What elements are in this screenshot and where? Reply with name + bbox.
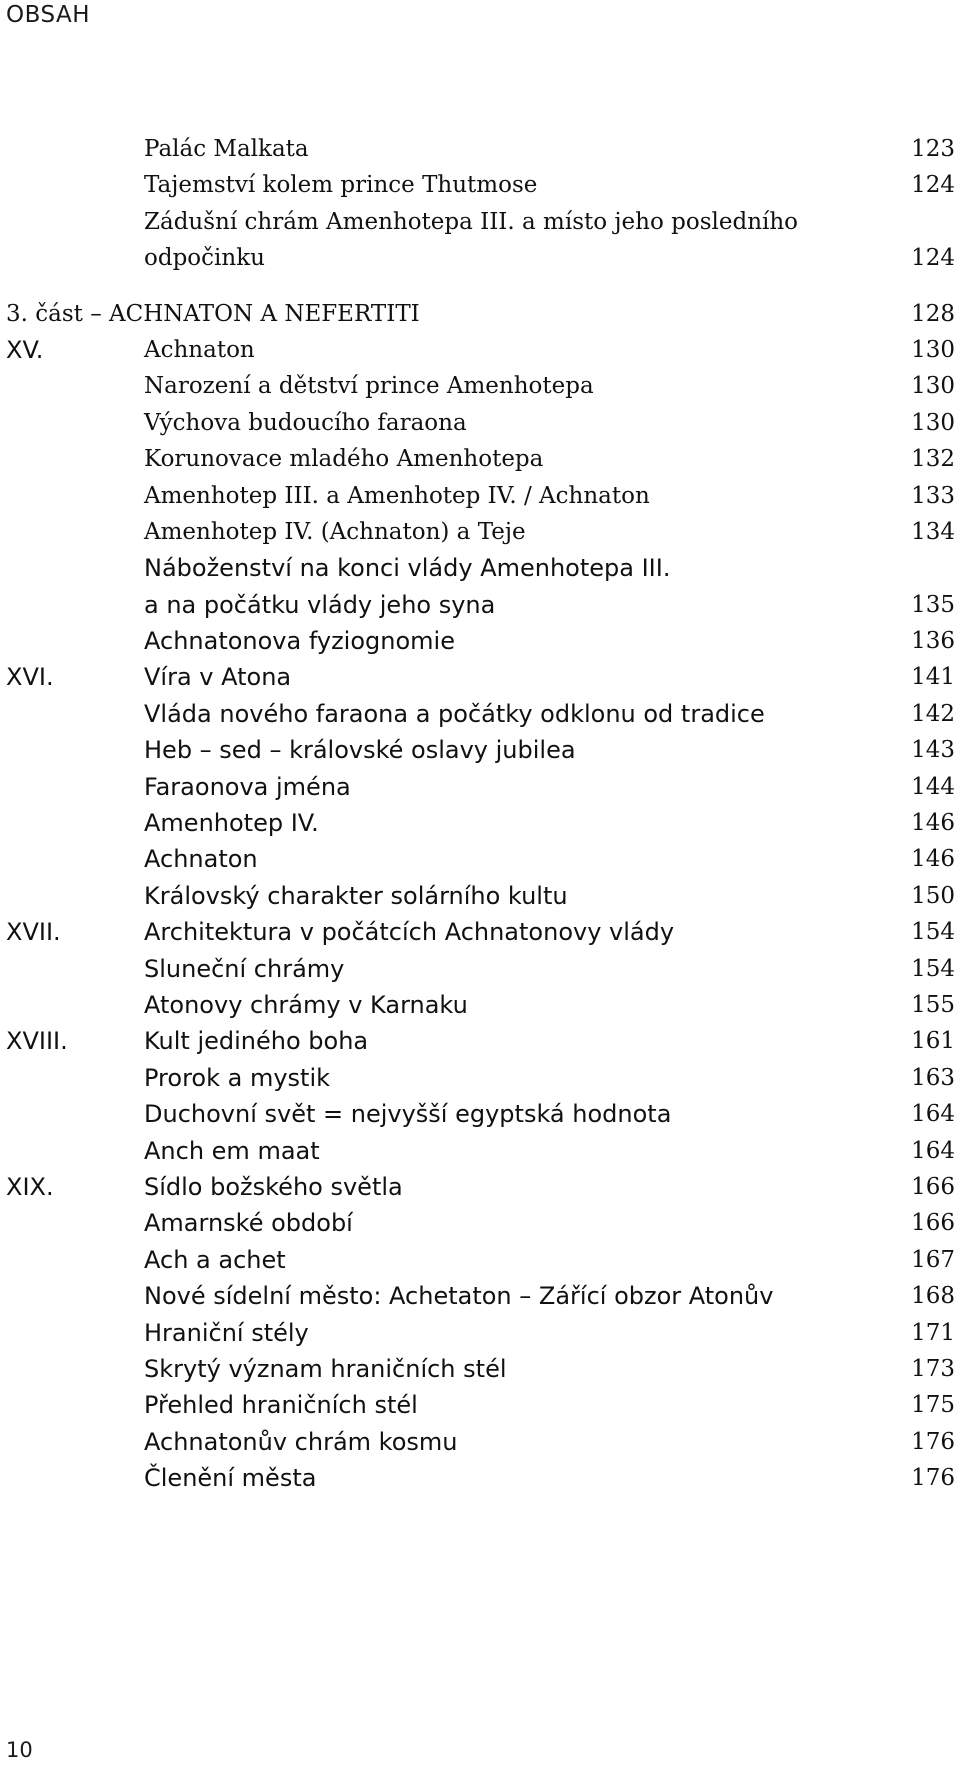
toc-entry [0, 696, 960, 732]
toc-entry-title: Tajemství kolem prince Thutmose [144, 172, 538, 199]
toc-entry-page: 168 [911, 1283, 955, 1310]
toc-entry [0, 1387, 960, 1423]
page-number: 10 [6, 1738, 33, 1762]
toc-entry-title: Amarnské období [144, 1209, 353, 1238]
toc-entry [0, 1278, 960, 1314]
toc-entry [0, 1351, 960, 1387]
toc-entry-title: Členění města [144, 1464, 317, 1493]
toc-entry-title: Přehled hraničních stél [144, 1391, 418, 1420]
toc-entry [0, 1169, 960, 1205]
toc-entry-title: Heb – sed – královské oslavy jubilea [144, 736, 576, 765]
toc-entry-page: 124 [911, 245, 955, 272]
toc-entry-title: Palác Malkata [144, 136, 309, 162]
toc-entry-page: 146 [911, 810, 955, 837]
toc-entry-title: Achnatonova fyziognomie [144, 627, 455, 656]
toc-entry [0, 514, 960, 550]
toc-entry [0, 1460, 960, 1496]
toc-entry-title: Amenhotep III. a Amenhotep IV. / Achnaton [144, 482, 650, 509]
toc-entry-title: Hraniční stély [144, 1318, 309, 1347]
toc-entry [0, 204, 960, 240]
toc-entry [0, 951, 960, 987]
toc-entry [0, 1242, 960, 1278]
toc-entry-title: Královský charakter solárního kultu [144, 881, 568, 910]
toc-entry-title: Ach a achet [144, 1245, 286, 1274]
toc-entry-page: 154 [911, 955, 955, 982]
toc-entry-page: 141 [911, 664, 955, 691]
toc-entry-page: 132 [911, 446, 955, 473]
toc-entry-title: Náboženství na konci vlády Amenhotepa III. [144, 554, 671, 583]
chapter-number: XVII. [6, 918, 61, 947]
chapter-number: XVI. [6, 663, 54, 692]
toc-entry [0, 167, 960, 203]
running-head: OBSAH [6, 2, 91, 28]
toc-entry-title: Nové sídelní město: Achetaton – Zářící obzor Atonův [144, 1282, 774, 1311]
toc-entry-page: 136 [911, 628, 955, 655]
toc-entry-page: 171 [911, 1319, 955, 1346]
toc-entry-title: Korunovace mladého Amenhotepa [144, 446, 544, 473]
toc-entry-title: Achnatonův chrám kosmu [144, 1427, 458, 1456]
toc-entry [0, 1424, 960, 1460]
toc-entry-page: 173 [911, 1355, 955, 1382]
toc-entry-title: Anch em maat [144, 1136, 320, 1165]
toc-entry [0, 1133, 960, 1169]
toc-entry [0, 550, 960, 586]
toc-entry-title: odpočinku [144, 245, 265, 272]
toc-entry [0, 240, 960, 276]
toc-entry [0, 1060, 960, 1096]
toc-entry [0, 987, 960, 1023]
toc-entry-page: 130 [911, 409, 955, 436]
toc-entry-page: 146 [911, 846, 955, 873]
toc-entry-page: 144 [911, 773, 955, 800]
toc-entry-page: 176 [911, 1465, 955, 1492]
toc-entry [0, 405, 960, 441]
toc-entry-page: 130 [911, 373, 955, 400]
toc-entry-page: 134 [911, 518, 955, 545]
toc-entry-page: 163 [911, 1064, 955, 1091]
table-of-contents [0, 131, 960, 1496]
toc-entry [0, 441, 960, 477]
toc-entry-page: 150 [911, 882, 955, 909]
toc-entry-page: 161 [911, 1028, 955, 1055]
toc-entry [0, 732, 960, 768]
toc-entry [0, 1205, 960, 1241]
toc-entry-title: Vláda nového faraona a počátky odklonu od tradice [144, 699, 765, 728]
part-page: 128 [911, 300, 955, 327]
part-title: 3. část – ACHNATON A NEFERTITI [6, 300, 420, 327]
toc-entry-page: 155 [911, 991, 955, 1018]
chapter-number: XIX. [6, 1172, 54, 1201]
toc-entry-page: 124 [911, 172, 955, 199]
toc-entry-page: 176 [911, 1428, 955, 1455]
toc-entry-title: Achnaton [144, 336, 255, 363]
toc-entry [0, 841, 960, 877]
toc-entry [0, 1315, 960, 1351]
toc-entry [0, 1096, 960, 1132]
toc-entry [0, 914, 960, 950]
toc-entry-page: 133 [911, 482, 955, 509]
toc-entry [0, 878, 960, 914]
toc-entry-title: Amenhotep IV. [144, 809, 319, 838]
toc-entry-page: 143 [911, 737, 955, 764]
toc-entry [0, 131, 960, 167]
toc-entry-page: 135 [911, 591, 955, 618]
toc-entry [0, 1023, 960, 1059]
toc-entry [0, 478, 960, 514]
toc-entry [0, 623, 960, 659]
toc-entry-title: Achnaton [144, 845, 258, 874]
toc-entry-title: Skrytý význam hraničních stél [144, 1354, 507, 1383]
chapter-number: XVIII. [6, 1027, 68, 1056]
toc-entry-title: Amenhotep IV. (Achnaton) a Teje [144, 518, 526, 545]
toc-entry-title: Faraonova jména [144, 772, 351, 801]
toc-entry-page: 164 [911, 1137, 955, 1164]
toc-entry-page: 166 [911, 1210, 955, 1237]
toc-entry [0, 332, 960, 368]
toc-entry [0, 368, 960, 404]
toc-entry-page: 130 [911, 336, 955, 363]
toc-entry-title: Zádušní chrám Amenhotepa III. a místo jeho posledního [144, 208, 799, 235]
toc-entry [0, 769, 960, 805]
toc-entry-title: Výchova budoucího faraona [144, 409, 467, 436]
toc-entry-title: Prorok a mystik [144, 1063, 331, 1092]
toc-entry-page: 175 [911, 1392, 955, 1419]
toc-entry-page: 142 [911, 700, 955, 727]
toc-entry [0, 805, 960, 841]
toc-entry [0, 659, 960, 695]
toc-entry-page: 154 [911, 919, 955, 946]
toc-entry-title: Sídlo božského světla [144, 1172, 403, 1201]
section-gap [0, 277, 960, 296]
toc-entry-title: Sluneční chrámy [144, 954, 345, 983]
toc-entry-page: 167 [911, 1246, 955, 1273]
chapter-number: XV. [6, 335, 44, 364]
toc-entry-title: Atonovy chrámy v Karnaku [144, 990, 468, 1019]
toc-entry-title: Víra v Atona [144, 663, 292, 692]
toc-entry-title: Architektura v počátcích Achnatonovy vlády [144, 918, 675, 947]
toc-entry-page: 164 [911, 1101, 955, 1128]
toc-entry-page: 166 [911, 1173, 955, 1200]
toc-entry-title: a na počátku vlády jeho syna [144, 590, 496, 619]
toc-entry-title: Duchovní svět = nejvyšší egyptská hodnota [144, 1100, 672, 1129]
toc-entry-title: Kult jediného boha [144, 1027, 369, 1056]
toc-entry-title: Narození a dětství prince Amenhotepa [144, 373, 594, 400]
part-heading [0, 296, 960, 332]
toc-entry-page: 123 [911, 136, 955, 162]
toc-entry [0, 587, 960, 623]
